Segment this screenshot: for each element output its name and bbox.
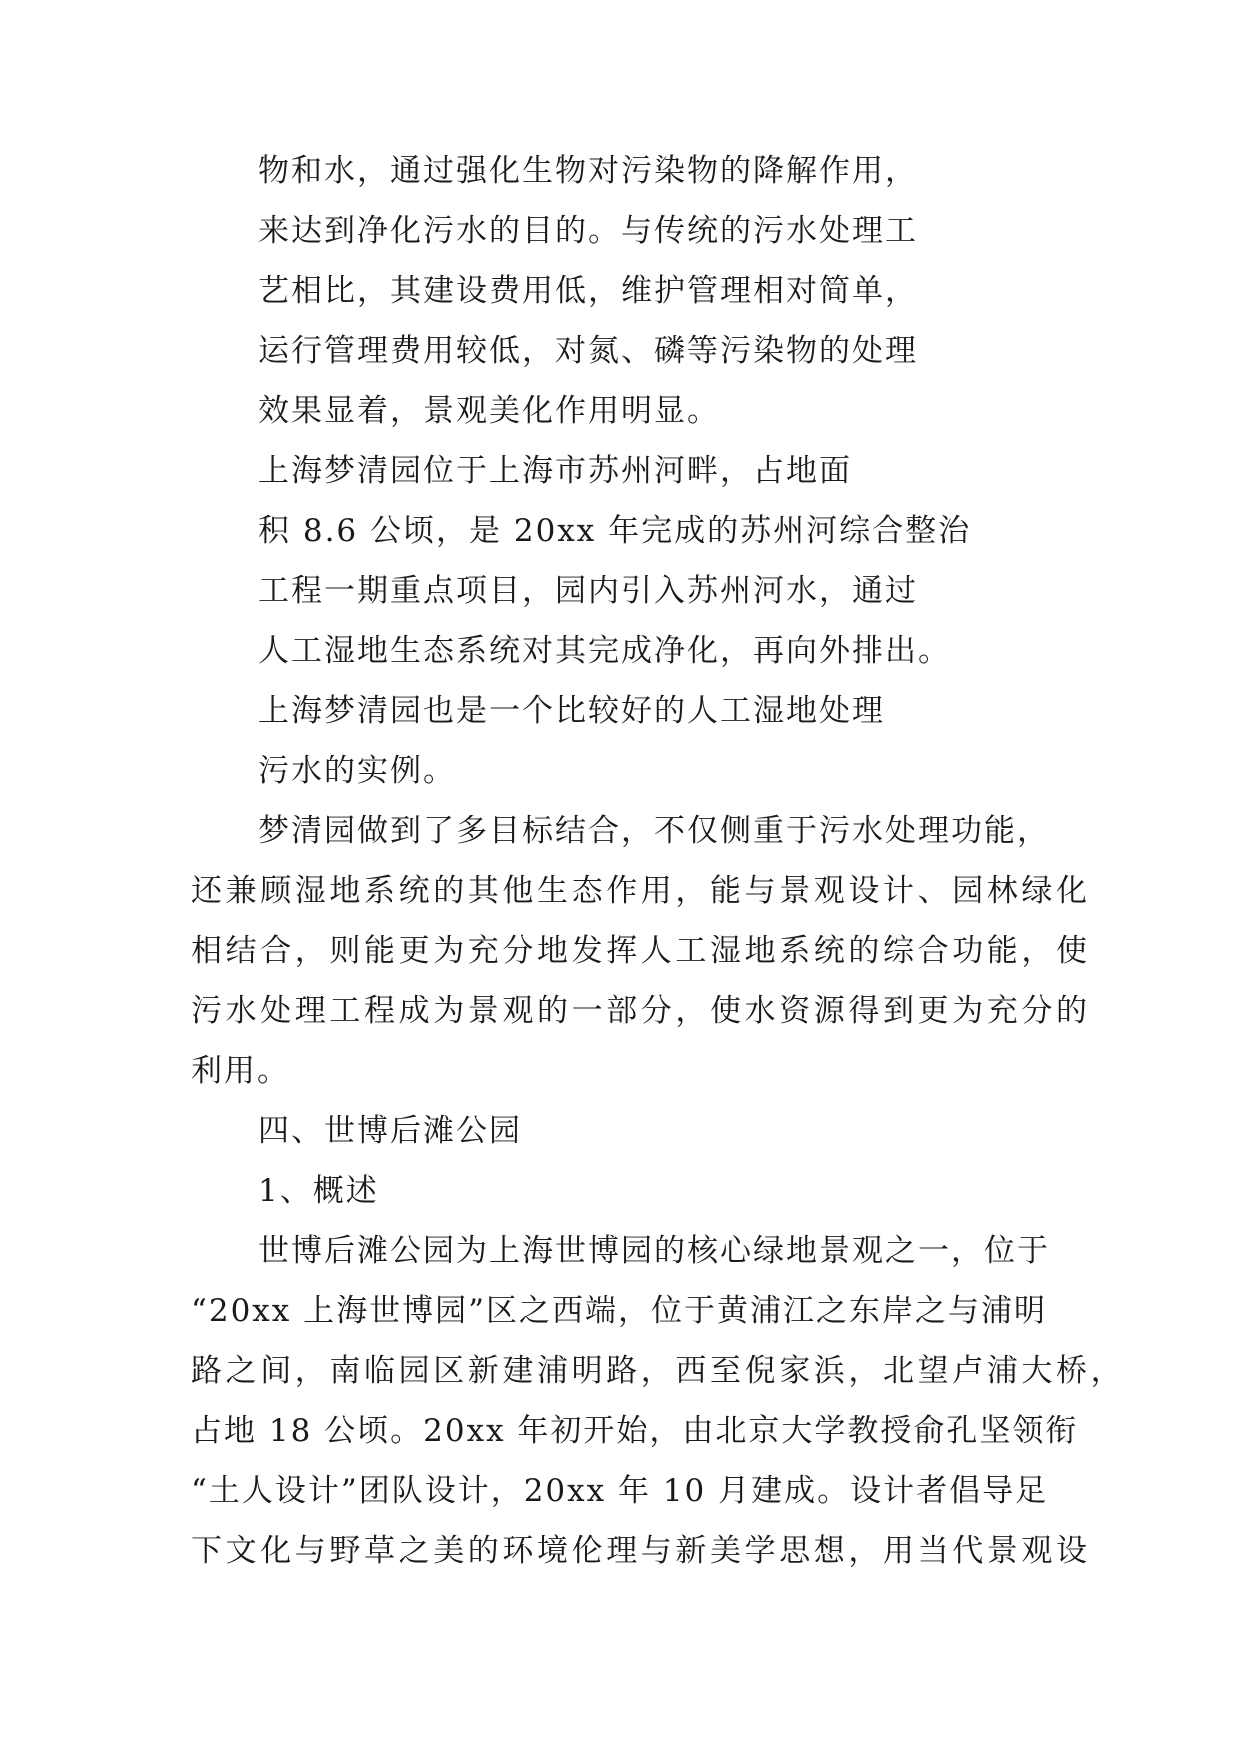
subsection-heading: 1、概述	[258, 1173, 379, 1209]
text-line: 积 8.6 公顷，是 20xx 年完成的苏州河综合整治	[258, 513, 972, 549]
paragraph-line: 世博后滩公园为上海世博园的核心绿地景观之一，位于	[258, 1233, 1050, 1269]
text-line: 上海梦清园也是一个比较好的人工湿地处理	[258, 693, 885, 729]
section-heading: 四、世博后滩公园	[258, 1113, 522, 1149]
paragraph-line: “20xx 上海世博园”区之西端，位于黄浦江之东岸之与浦明	[191, 1293, 1047, 1329]
paragraph-line: 梦清园做到了多目标结合，不仅侧重于污水处理功能，	[258, 813, 1050, 849]
paragraph-line: 路之间，南临园区新建浦明路，西至倪家浜，北望卢浦大桥，	[191, 1353, 1126, 1389]
text-line: 污水的实例。	[258, 753, 456, 789]
paragraph-line: 还兼顾湿地系统的其他生态作用，能与景观设计、园林绿化	[191, 873, 1091, 909]
paragraph-line: 相结合，则能更为充分地发挥人工湿地系统的综合功能，使	[191, 933, 1091, 969]
paragraph-line: 污水处理工程成为景观的一部分，使水资源得到更为充分的	[191, 993, 1091, 1029]
text-line: 工程一期重点项目，园内引入苏州河水，通过	[258, 573, 918, 609]
text-line: 上海梦清园位于上海市苏州河畔，占地面	[258, 453, 852, 489]
text-line: 人工湿地生态系统对其完成净化，再向外排出。	[258, 633, 951, 669]
paragraph-line: 占地 18 公顷。20xx 年初开始，由北京大学教授俞孔坚领衔	[191, 1413, 1079, 1449]
paragraph-line: “土人设计”团队设计，20xx 年 10 月建成。设计者倡导足	[191, 1473, 1049, 1509]
paragraph-line: 利用。	[191, 1053, 290, 1089]
paragraph-line: 下文化与野草之美的环境伦理与新美学思想，用当代景观设	[191, 1533, 1091, 1569]
text-line: 艺相比，其建设费用低，维护管理相对简单，	[258, 273, 918, 309]
text-line: 来达到净化污水的目的。与传统的污水处理工	[258, 213, 918, 249]
text-line: 效果显着，景观美化作用明显。	[258, 393, 720, 429]
text-line: 物和水，通过强化生物对污染物的降解作用，	[258, 153, 918, 189]
text-line: 运行管理费用较低，对氮、磷等污染物的处理	[258, 333, 918, 369]
